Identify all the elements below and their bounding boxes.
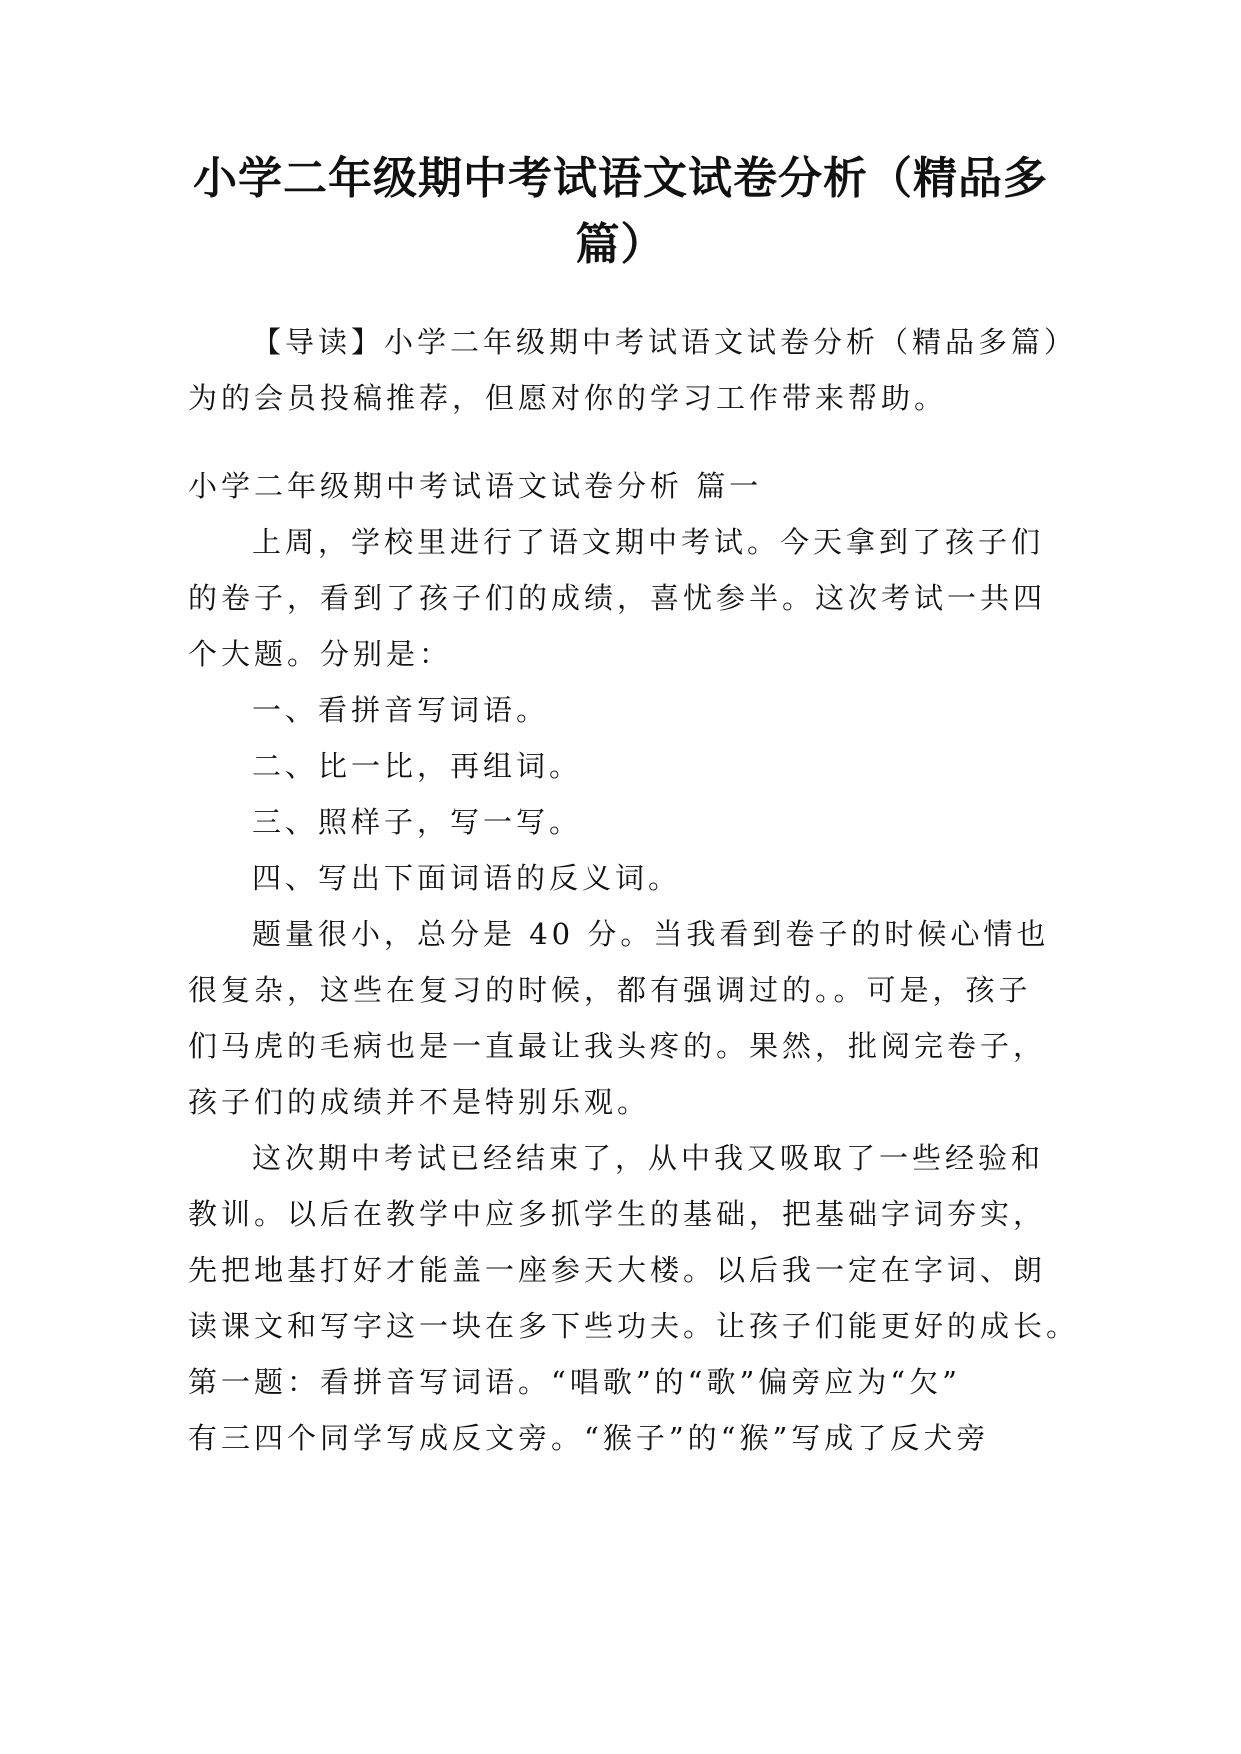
body-line: 教训。以后在教学中应多抓学生的基础，把基础字词夯实，: [188, 1197, 1047, 1231]
body-line: 四、写出下面词语的反义词。: [252, 861, 682, 895]
body-line: 上周，学校里进行了语文期中考试。今天拿到了孩子们: [252, 525, 1045, 559]
title-line-2: 篇）: [575, 219, 666, 270]
body-line: 先把地基打好才能盖一座参天大楼。以后我一定在字词、朗: [188, 1253, 1047, 1287]
body-line: 们马虎的毛病也是一直最让我头疼的。果然，批阅完卷子，: [188, 1029, 1047, 1063]
body-line: 题量很小，总分是 40 分。当我看到卷子的时候心情也: [252, 917, 1050, 951]
body-line: 的卷子，看到了孩子们的成绩，喜忧参半。这次考试一共四: [188, 581, 1047, 615]
body-line: 读课文和写字这一块在多下些功夫。让孩子们能更好的成长。: [188, 1309, 1080, 1343]
body-line: 二、比一比，再组词。: [252, 749, 583, 783]
body-line: 有三四个同学写成反文旁。“猴子”的“猴”写成了反犬旁: [188, 1421, 990, 1455]
body-line: 第一题：看拼音写词语。“唱歌”的“歌”偏旁应为“欠”: [188, 1365, 961, 1399]
body-line: 一、看拼音写词语。: [252, 693, 550, 727]
document-title: [150, 146, 1091, 278]
body-line: 很复杂，这些在复习的时候，都有强调过的。。可是，孩子: [188, 973, 1032, 1007]
body-line: 这次期中考试已经结束了，从中我又吸取了一些经验和: [252, 1141, 1045, 1175]
body-line: 孩子们的成绩并不是特别乐观。: [188, 1085, 651, 1119]
body-line: 个大题。分别是：: [188, 637, 453, 671]
section-heading: 小学二年级期中考试语文试卷分析 篇一: [188, 469, 763, 503]
body-line: 三、照样子，写一写。: [252, 805, 583, 839]
title-line-1: 小学二年级期中考试语文试卷分析（精品多: [193, 153, 1048, 204]
intro-line-2: 为的会员投稿推荐，但愿对你的学习工作带来帮助。: [188, 381, 948, 415]
intro-line-1: 【导读】小学二年级期中考试语文试卷分析（精品多篇）: [252, 325, 1078, 359]
